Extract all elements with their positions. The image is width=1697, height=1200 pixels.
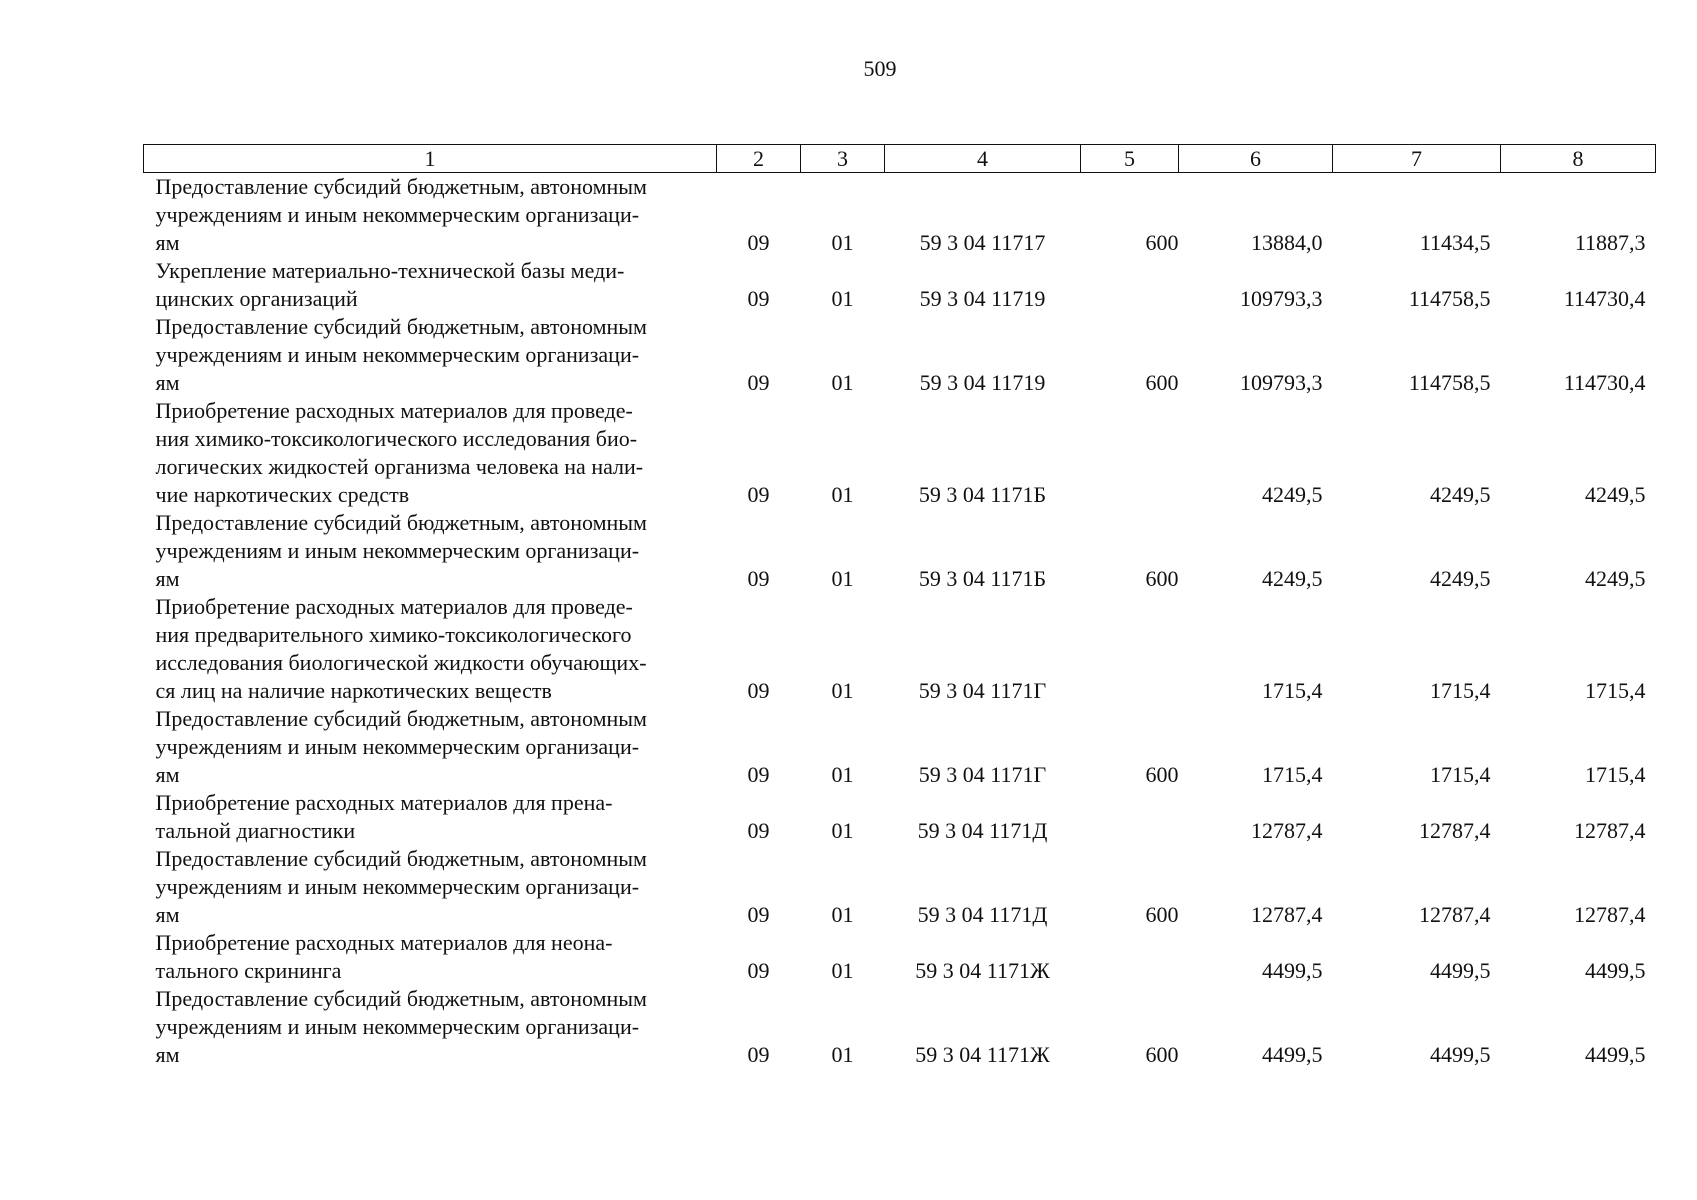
description-line: чие наркотических средств xyxy=(155,482,410,507)
page-number: 509 xyxy=(863,56,897,81)
section-code: 09 xyxy=(747,566,770,591)
expense-type-code: 600 xyxy=(1145,370,1179,395)
table-row xyxy=(144,313,1656,397)
expense-type-code: 600 xyxy=(1145,566,1179,591)
expense-type-code xyxy=(1081,929,1179,985)
header-col-3: 3 xyxy=(801,145,885,173)
target-article-code: 59 3 04 1171Б xyxy=(918,482,1047,507)
description-line: Предоставление субсидий бюджетным, автономным xyxy=(155,314,647,339)
row-description xyxy=(144,173,717,258)
expense-type-code: 600 xyxy=(1145,902,1179,927)
amount-col-7: 114758,5 xyxy=(1408,370,1491,395)
description-line: цинских организаций xyxy=(155,286,358,311)
description-line: ся лиц на наличие наркотических веществ xyxy=(155,678,552,703)
amount-col-7: 4499,5 xyxy=(1430,958,1491,983)
table-row xyxy=(144,705,1656,789)
subsection-code: 01 xyxy=(831,482,854,507)
table-row xyxy=(144,509,1656,593)
subsection-code: 01 xyxy=(831,286,854,311)
section-code: 09 xyxy=(747,482,770,507)
description-line: Приобретение расходных материалов для неона- xyxy=(155,930,613,955)
description-line: учреждениям и иным некоммерческим организаци- xyxy=(155,734,640,759)
table-row xyxy=(144,845,1656,929)
row-description xyxy=(144,257,717,313)
amount-col-8: 4249,5 xyxy=(1585,482,1646,507)
description-line: Предоставление субсидий бюджетным, автономным xyxy=(155,510,647,535)
row-description xyxy=(144,705,717,789)
target-article-code: 59 3 04 11719 xyxy=(919,286,1046,311)
description-line: Приобретение расходных материалов для прена- xyxy=(155,790,613,815)
subsection-code: 01 xyxy=(831,818,854,843)
table-row xyxy=(144,929,1656,985)
description-line: Предоставление субсидий бюджетным, автономным xyxy=(155,174,647,199)
section-code: 09 xyxy=(747,230,770,255)
row-description xyxy=(144,789,717,845)
table-row xyxy=(144,593,1656,705)
row-description xyxy=(144,929,717,985)
description-line: учреждениям и иным некоммерческим организаци- xyxy=(155,538,640,563)
amount-col-8: 4249,5 xyxy=(1585,566,1646,591)
amount-col-8: 1715,4 xyxy=(1585,762,1646,787)
description-line: ям xyxy=(155,762,180,787)
subsection-code: 01 xyxy=(831,958,854,983)
description-line: Приобретение расходных материалов для проведе- xyxy=(155,594,633,619)
section-code: 09 xyxy=(747,762,770,787)
amount-col-8: 4499,5 xyxy=(1585,958,1646,983)
table-row xyxy=(144,985,1656,1069)
description-line: учреждениям и иным некоммерческим организаци- xyxy=(155,874,640,899)
amount-col-7: 1715,4 xyxy=(1430,762,1491,787)
description-line: Приобретение расходных материалов для проведе- xyxy=(155,398,633,423)
header-col-1: 1 xyxy=(144,145,717,173)
description-line: ям xyxy=(155,370,180,395)
amount-col-7: 4249,5 xyxy=(1430,566,1491,591)
amount-col-8: 1715,4 xyxy=(1585,678,1646,703)
section-code: 09 xyxy=(747,1042,770,1067)
budget-table xyxy=(143,144,1656,1069)
header-col-4: 4 xyxy=(885,145,1081,173)
row-description xyxy=(144,313,717,397)
description-line: ния предварительного химико-токсикологического xyxy=(155,622,632,647)
description-line: тальной диагностики xyxy=(155,818,356,843)
amount-col-6: 12787,4 xyxy=(1251,818,1323,843)
header-col-7: 7 xyxy=(1333,145,1501,173)
section-code: 09 xyxy=(747,902,770,927)
target-article-code: 59 3 04 1171Г xyxy=(918,762,1047,787)
target-article-code: 59 3 04 1171Ж xyxy=(915,958,1050,983)
target-article-code: 59 3 04 11717 xyxy=(919,230,1046,255)
target-article-code: 59 3 04 11719 xyxy=(919,370,1046,395)
description-line: исследования биологической жидкости обучающих- xyxy=(155,650,647,675)
amount-col-6: 109793,3 xyxy=(1240,370,1323,395)
description-line: ям xyxy=(155,902,180,927)
subsection-code: 01 xyxy=(831,370,854,395)
description-line: учреждениям и иным некоммерческим организаци- xyxy=(155,202,640,227)
amount-col-7: 114758,5 xyxy=(1408,286,1491,311)
description-line: Предоставление субсидий бюджетным, автономным xyxy=(155,846,647,871)
description-line: ям xyxy=(155,230,180,255)
amount-col-7: 11434,5 xyxy=(1419,230,1491,255)
description-line: Укрепление материально-технической базы меди- xyxy=(155,258,625,283)
header-col-6: 6 xyxy=(1179,145,1333,173)
expense-type-code xyxy=(1081,257,1179,313)
header-col-2: 2 xyxy=(717,145,801,173)
row-description xyxy=(144,593,717,705)
target-article-code: 59 3 04 1171Ж xyxy=(915,1042,1050,1067)
subsection-code: 01 xyxy=(831,566,854,591)
description-line: Предоставление субсидий бюджетным, автономным xyxy=(155,986,647,1011)
table-row xyxy=(144,257,1656,313)
amount-col-6: 1715,4 xyxy=(1262,678,1323,703)
row-description xyxy=(144,509,717,593)
amount-col-6: 13884,0 xyxy=(1251,230,1323,255)
amount-col-7: 12787,4 xyxy=(1419,902,1491,927)
subsection-code: 01 xyxy=(831,1042,854,1067)
description-line: учреждениям и иным некоммерческим организаци- xyxy=(155,342,640,367)
expense-type-code: 600 xyxy=(1145,762,1179,787)
amount-col-7: 4499,5 xyxy=(1430,1042,1491,1067)
table-row xyxy=(144,173,1656,258)
amount-col-7: 1715,4 xyxy=(1430,678,1491,703)
subsection-code: 01 xyxy=(831,762,854,787)
header-row xyxy=(144,145,1656,173)
section-code: 09 xyxy=(747,818,770,843)
expense-type-code xyxy=(1081,397,1179,509)
expense-type-code: 600 xyxy=(1145,1042,1179,1067)
amount-col-6: 12787,4 xyxy=(1251,902,1323,927)
header-col-8: 8 xyxy=(1501,145,1656,173)
description-line: логических жидкостей организма человека на нали- xyxy=(155,454,644,479)
description-line: ям xyxy=(155,1042,180,1067)
target-article-code: 59 3 04 1171Д xyxy=(917,902,1048,927)
amount-col-8: 11887,3 xyxy=(1574,230,1646,255)
amount-col-6: 1715,4 xyxy=(1262,762,1323,787)
amount-col-7: 12787,4 xyxy=(1419,818,1491,843)
amount-col-8: 114730,4 xyxy=(1563,286,1646,311)
target-article-code: 59 3 04 1171Д xyxy=(917,818,1048,843)
amount-col-6: 4499,5 xyxy=(1262,958,1323,983)
row-description xyxy=(144,845,717,929)
header-col-5: 5 xyxy=(1081,145,1179,173)
table-row xyxy=(144,397,1656,509)
target-article-code: 59 3 04 1171Г xyxy=(918,678,1047,703)
row-description xyxy=(144,397,717,509)
expense-type-code xyxy=(1081,789,1179,845)
expense-type-code xyxy=(1081,593,1179,705)
amount-col-6: 4249,5 xyxy=(1262,566,1323,591)
amount-col-6: 109793,3 xyxy=(1240,286,1323,311)
amount-col-8: 4499,5 xyxy=(1585,1042,1646,1067)
description-line: Предоставление субсидий бюджетным, автономным xyxy=(155,706,647,731)
section-code: 09 xyxy=(747,370,770,395)
subsection-code: 01 xyxy=(831,678,854,703)
expense-type-code: 600 xyxy=(1145,230,1179,255)
section-code: 09 xyxy=(747,286,770,311)
amount-col-8: 12787,4 xyxy=(1574,818,1646,843)
section-code: 09 xyxy=(747,678,770,703)
subsection-code: 01 xyxy=(831,230,854,255)
subsection-code: 01 xyxy=(831,902,854,927)
amount-col-8: 12787,4 xyxy=(1574,902,1646,927)
amount-col-8: 114730,4 xyxy=(1563,370,1646,395)
amount-col-6: 4499,5 xyxy=(1262,1042,1323,1067)
table-row xyxy=(144,789,1656,845)
target-article-code: 59 3 04 1171Б xyxy=(918,566,1047,591)
description-line: ния химико-токсикологического исследования био- xyxy=(155,426,638,451)
description-line: тального скрининга xyxy=(155,958,342,983)
row-description xyxy=(144,985,717,1069)
amount-col-6: 4249,5 xyxy=(1262,482,1323,507)
amount-col-7: 4249,5 xyxy=(1430,482,1491,507)
description-line: учреждениям и иным некоммерческим организаци- xyxy=(155,1014,640,1039)
description-line: ям xyxy=(155,566,180,591)
section-code: 09 xyxy=(747,958,770,983)
